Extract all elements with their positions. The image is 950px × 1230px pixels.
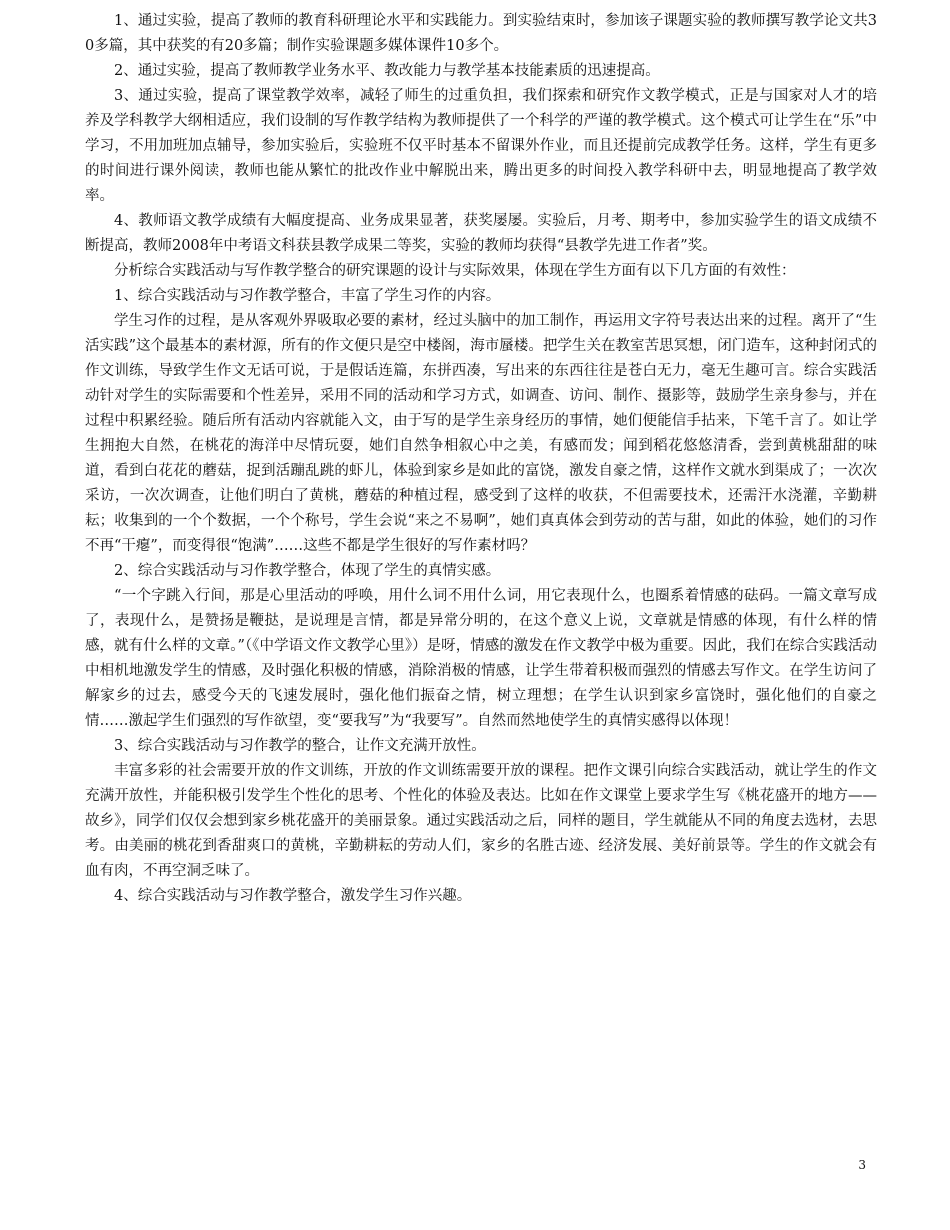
- paragraph-11: 丰富多彩的社会需要开放的作文训练，开放的作文训练需要开放的课程。把作文课引向综合实践活动，就让学生的作文充满开放性，并能积极引发学生个性化的思考、个性化的体验及表达。比如在作文课堂上要求学生写《桃花盛开的地方——故乡》，同学们仅仅会想到家乡桃花盛开的美丽景象。通过实践活动之后，同样的题目，学生就能从不同的角度去选材，去思考。由美丽的桃花到香甜爽口的黄桃，辛勤耕耘的劳动人们，家乡的名胜古迹、经济发展、美好前景等。学生的作文就会有血有肉，不再空洞乏味了。: [85, 763, 877, 879]
- page-number: 3: [858, 1158, 866, 1172]
- section-heading-2: 2、综合实践活动与习作教学整合，体现了学生的真情实感。: [114, 563, 501, 579]
- section-heading-1: 1、综合实践活动与习作教学整合，丰富了学生习作的内容。: [114, 288, 501, 304]
- section-heading-3: 3、综合实践活动与习作教学的整合，让作文充满开放性。: [114, 738, 486, 754]
- paragraph-9: “一个字跳入行间，那是心里活动的呼唤，用什么词不用什么词，用它表现什么，也圈系着情感的砝码。一篇文章写成了，表现什么，是赞扬是鞭挞，是说理是言情，都是异常分明的，在这个意义上说，文章就是情感的体现，有什么样的情感，就有什么样的文章。”（《中学语文作文教学心里》）是呀，情感的激发在作文教学中极为重要。因此，我们在综合实践活动中相机地激发学生的情感，及时强化积极的情感，消除消极的情感，让学生带着积极而强烈的情感去写作文。在学生访问了解家乡的过去，感受今天的飞速发展时，强化他们振奋之情，树立理想；在学生认识到家乡富饶时，强化他们的自豪之情……激起学生们强烈的写作欲望，变“要我写”为“我要写”。自然而然地使学生的真情实感得以体现！: [85, 588, 877, 729]
- paragraph-4: 4、教师语文教学成绩有大幅度提高、业务成果显著，获奖屡屡。实验后，月考、期考中，参加实验学生的语文成绩不断提高，教师2008年中考语文科获县教学成果二等奖，实验的教师均获得“县教学先进工作者”奖。: [85, 213, 877, 254]
- paragraph-7: 学生习作的过程，是从客观外界吸取必要的素材，经过头脑中的加工制作，再运用文字符号表达出来的过程。离开了“生活实践”这个最基本的素材源，所有的作文便只是空中楼阁，海市蜃楼。把学生关在教室苦思冥想，闭门造车，这种封闭式的作文训练，导致学生作文无话可说，于是假话连篇，东拼西凑，写出来的东西往往是苍白无力，毫无生趣可言。综合实践活动针对学生的实际需要和个性差异，采用不同的活动和学习方式，如调查、访问、制作、摄影等，鼓励学生亲身参与，并在过程中积累经验。随后所有活动内容就能入文，由于写的是学生亲身经历的事情，她们便能信手拈来，下笔千言了。如让学生拥抱大自然，在桃花的海洋中尽情玩耍，她们自然争相叙心中之美，有感而发；闻到稻花悠悠清香，尝到黄桃甜甜的味道，看到白花花的蘑菇，捉到活蹦乱跳的虾儿，体验到家乡是如此的富饶，激发自豪之情，这样作文就水到渠成了；一次次采访，一次次调查，让他们明白了黄桃，蘑菇的种植过程，感受到了这样的收获，不但需要技术，还需汗水浇灌，辛勤耕耘；收集到的一个个数据，一个个称号，学生会说“来之不易啊”，她们真真体会到劳动的苦与甜，如此的体验，她们的习作不再“干瘪”，而变得很“饱满”……这些不都是学生很好的写作素材吗？: [85, 313, 877, 554]
- paragraph-1: 1、通过实验，提高了教师的教育科研理论水平和实践能力。到实验结束时，参加该子课题实验的教师撰写教学论文共30多篇，其中获奖的有20多篇；制作实验课题多媒体课件10多个。: [85, 13, 877, 54]
- paragraph-3: 3、通过实验，提高了课堂教学效率，减轻了师生的过重负担，我们探索和研究作文教学模式，正是与国家对人才的培养及学科教学大纲相适应，我们设制的写作教学结构为教师提供了一个科学的严谨的教学模式。这个模式可让学生在“乐”中学习，不用加班加点辅导，参加实验后，实验班不仅平时基本不留课外作业，而且还提前完成教学任务。这样，学生有更多的时间进行课外阅读，教师也能从繁忙的批改作业中解脱出来，腾出更多的时间投入教学科研中去，明显地提高了教学效率。: [85, 88, 877, 204]
- section-heading-4: 4、综合实践活动与习作教学整合，激发学生习作兴趣。: [114, 888, 472, 904]
- paragraph-5: 分析综合实践活动与写作教学整合的研究课题的设计与实际效果，体现在学生方面有以下几方面的有效性：: [114, 263, 796, 279]
- document-body: [85, 9, 877, 909]
- paragraph-2: 2、通过实验，提高了教师教学业务水平、教改能力与教学基本技能素质的迅速提高。: [114, 63, 660, 79]
